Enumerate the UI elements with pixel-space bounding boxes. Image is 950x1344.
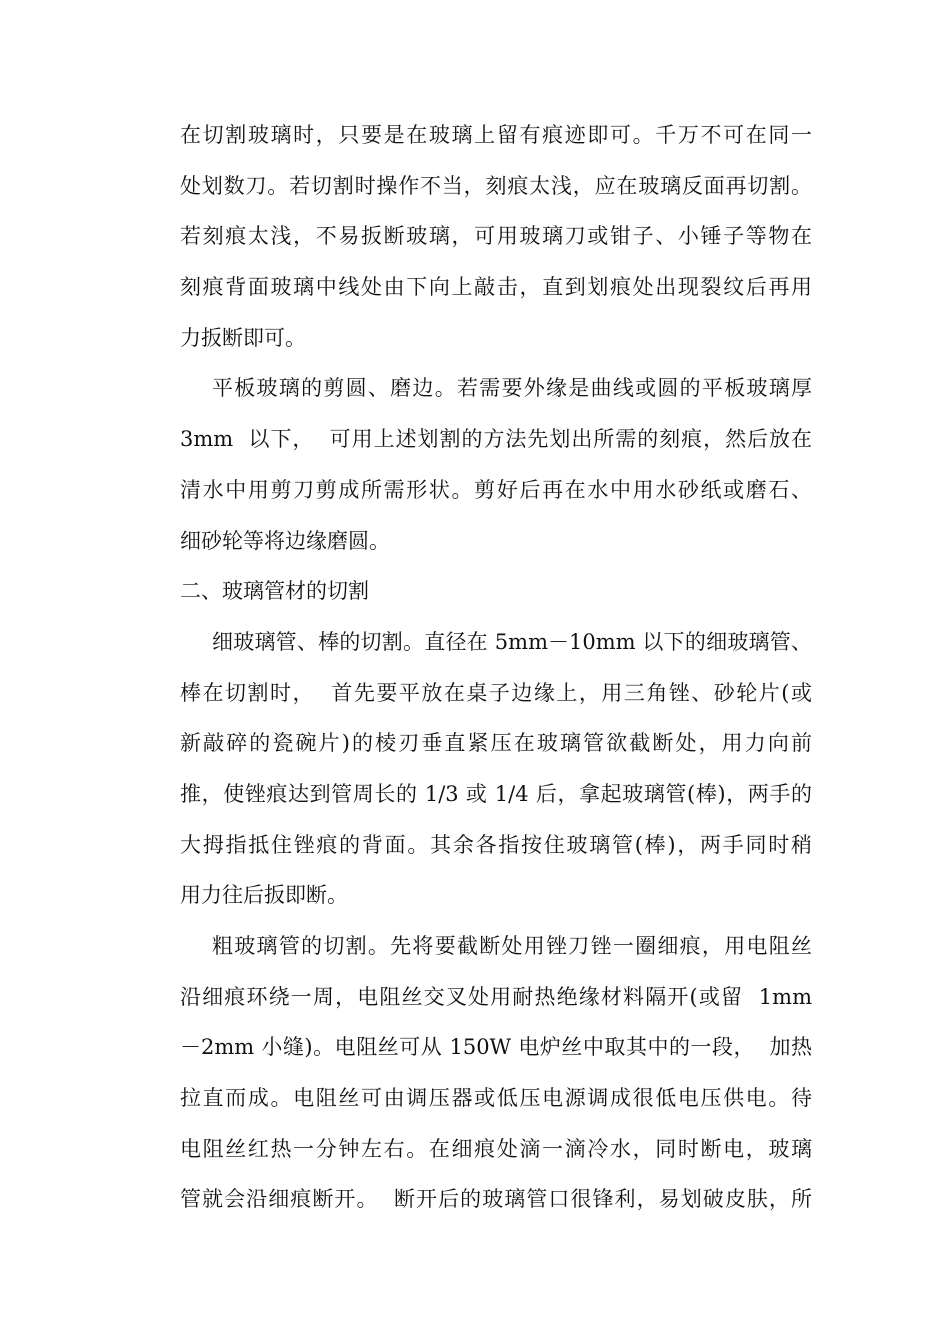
text-line: 大拇指抵住锉痕的背面。其余各指按住玻璃管(棒)，两手同时稍 [180,832,812,857]
text-line: 粗玻璃管的切割。先将要截断处用锉刀锉一圈细痕，用电阻丝 [212,934,812,958]
text-line: 新敲碎的瓷碗片)的棱刃垂直紧压在玻璃管欲截断处，用力向前 [180,731,812,756]
text-line: 若刻痕太浅，不易扳断玻璃，可用玻璃刀或钳子、小锤子等物在 [180,224,812,249]
text-line: 推，使锉痕达到管周长的 1/3 或 1/4 后，拿起玻璃管(棒)，两手的 [180,781,812,806]
text-line: 棒在切割时， 首先要平放在桌子边缘上，用三角锉、砂轮片(或 [180,680,812,705]
text-line: 管就会沿细痕断开。 断开后的玻璃管口很锋利，易划破皮肤，所 [180,1187,812,1212]
text-line: －2mm 小缝)。电阻丝可从 150W 电炉丝中取其中的一段， 加热 [180,1035,812,1060]
text-line: 拉直而成。电阻丝可由调压器或低压电源调成很低电压供电。待 [180,1086,812,1111]
text-line: 沿细痕环绕一周，电阻丝交叉处用耐热绝缘材料隔开(或留 1mm [180,984,812,1009]
text-line: 刻痕背面玻璃中线处由下向上敲击，直到划痕处出现裂纹后再用 [180,275,812,300]
text-line: 3mm 以下， 可用上述划割的方法先划出所需的刻痕，然后放在 [180,427,812,452]
text-line: 用力往后扳即断。 [180,883,348,908]
text-line: 处划数刀。若切割时操作不当，刻痕太浅，应在玻璃反面再切割。 [180,173,812,198]
section-heading: 二、玻璃管材的切割 [180,579,369,604]
text-line: 细砂轮等将边缘磨圆。 [180,528,390,553]
text-line: 清水中用剪刀剪成所需形状。剪好后再在水中用水砂纸或磨石、 [180,477,812,502]
text-line: 平板玻璃的剪圆、磨边。若需要外缘是曲线或圆的平板玻璃厚 [212,376,812,401]
text-line: 在切割玻璃时，只要是在玻璃上留有痕迹即可。千万不可在同一 [180,123,812,147]
text-line: 细玻璃管、棒的切割。直径在 5mm－10mm 以下的细玻璃管、 [212,629,812,654]
text-line: 电阻丝红热一分钟左右。在细痕处滴一滴冷水，同时断电，玻璃 [180,1136,812,1161]
text-line: 力扳断即可。 [180,325,306,350]
body-text [180,110,812,1225]
